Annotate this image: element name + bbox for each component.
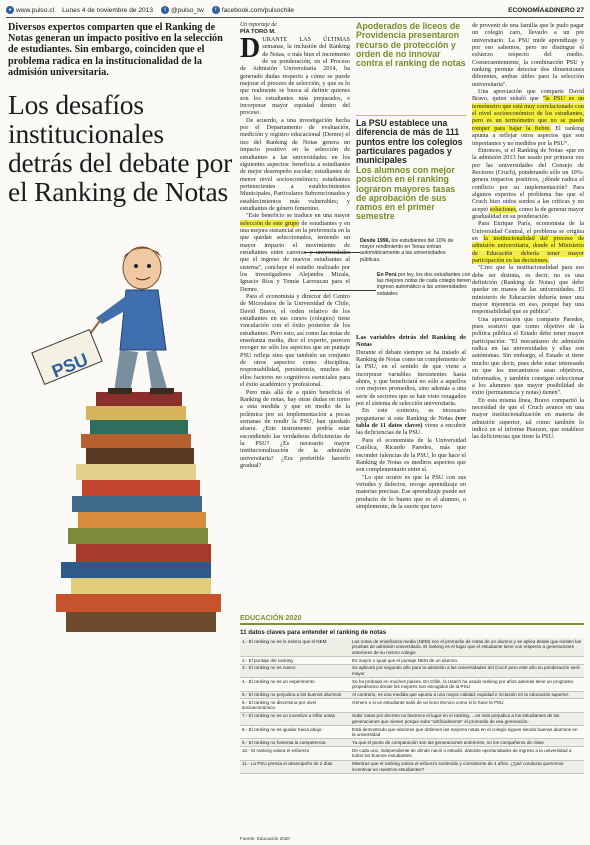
article-paragraph: "Este beneficio se traduce en una mayor selección de este grupo de estudiantes y en una mejora sustancial en la preferencia en la que quedan seleccionados, teniendo un mayor impacto el movimiento de estudiantes entre carreras y universidades que el ingreso de nuevos estudiantes al sistema", concluye el estudio realizado por los investigadores Alejandra Mizala, Ignacio Ríos y Tomás Larroucau para el Demre.: [240, 212, 350, 293]
article-paragraph: De acuerdo, a una investigación hecha por el Departamento de evaluación, medición y registro educacional (Demre) el uso del Ranking de Notas genera un impacto positivo en la selección de estudiantes a las universidades en los siguientes aspectos: beneficia a estudiantes de mejor desempeño escolar; estudiantes de menor nivel socioeconómico; estudiantes pertenecientes a establecimientos Municipales, Particulares Subvencionados y establecimientos más vulnerables; y estudiantes de género femenino.: [240, 116, 350, 212]
psu-sign: [32, 318, 102, 384]
byline-note: Un reportaje de: [240, 22, 277, 28]
table-cell-fact: Mientras que el ranking valora el esfuerzo sostenido y consistente de 4 años. ¿Qué conducta queremos incentivar en nuestros estudiantes?: [350, 760, 584, 773]
headline: Los desafíos institucionales detrás del debate por el Ranking de Notas: [8, 89, 233, 207]
highlight: selección de este grupo: [240, 219, 300, 227]
article-paragraph: DURANTE LAS ÚLTIMAS semanas, la inclusión del Ranking de Notas, o más bien el incremento de su ponderación, en el Proceso de Admisión Universitaria 2014, ha generado dudas respecto a cómo se puede mejorar el proceso de selección, y que es lo que realmente se busca al definir quienes son los estudiantes más preparados, e incorporar mayor equidad dentro del proceso.: [240, 33, 350, 117]
masthead: [6, 4, 584, 16]
article-paragraph: Para el economista de la Universidad Católica, Ricardo Paredes, más que esconder falencias de la PSU, lo que hace el Ranking de Notas es mediros aspectos que son complementario entre sí.: [356, 436, 466, 474]
article-paragraph: Durante el debate siempre se ha tratado al Ranking de Notas como un complemento de la PSU, en el sentido de que viene a incorporar variables inexistentes hasta ahora, y que beneficiará no sólo a aquellos con mejores promedios, sino además a una serie de sectores que se han visto rezagados por el sistema de selección universitaria.: [356, 348, 466, 408]
article-paragraph: Una apreciación que comparte David Bravo, quien señaló que "la PSU es un termómetro que está muy correlacionado con el nivel socioeconómico de los estudiantes, pero es un termómetro que no se puede romper para bajar la fiebre. El ranking apunta a reflejar otros aspectos que son importantes y no medidos por la PSU".: [472, 88, 585, 147]
table-cell-fact: Se aplicará por segundo año para la admisión a las universidades del Cruch pero este año su ponderación será mayor: [350, 664, 584, 677]
student-figure: [96, 247, 174, 394]
article-paragraph: Una apreciación que comparte Paredes, pues sostuvo que como objetivo de la política pública el Estado debe tener mayor participación: "El mecanismo de admisión radica en las universidades y ellas son autónomas. Sin embargo, el Estado si tiene mucho que decir, pues debe estar interesado en que los mecanismos sean objetivos, informados, y también consigan seleccionar a los alumnos que mayor posibilidad de éxito (permanencia y notas) tienen".: [472, 315, 584, 397]
table-row: [240, 739, 584, 747]
issue-date: Lunes 4 de noviembre de 2013: [62, 6, 154, 14]
table-row: [240, 760, 584, 773]
section-name: ECONOMÍA&DINERO 27: [508, 6, 584, 14]
table-row: [240, 699, 584, 712]
article-paragraph: "Lo que ocurre es que la PSU con sus virtudes y defectos, recoge aprendizaje en materias precisas. Ese aprendizaje puede ser producto de lo bueno que es el alumno, o simplemente, de la suerte que tuvo: [356, 473, 466, 510]
table-cell-claim: 7.- El ranking no es un incentivo a inflar notas: [240, 712, 350, 725]
article-paragraph: de provenir de una familia que le pudo pagar un colegio caro, llevarlo a un pre universitario. La PSU mide aprendizaje y por eso sabemos, pero no distingue el esfuerzo respecto del medio. Consecuentemente, la combinación PSU y ranking permite detectar dos dimensiones diferentes, ambas útiles para la selección universitaria".: [472, 22, 584, 88]
table-cell-claim: 10.- El ranking valora el esfuerzo: [240, 747, 350, 760]
globe-icon: ●: [6, 6, 14, 14]
table-cell-claim: 3.- El ranking no es nuevo: [240, 664, 350, 677]
article-subhead: Las variables detrás del Ranking de Notas: [356, 334, 466, 349]
callout-peru: En Perú por ley, los dos estudiantes con las mejores notas de cada colegio tienen ingreso automático a las universidades estatales: [377, 272, 472, 297]
table-cell-claim: 11.- La PSU premia el desempeño de 2 días: [240, 760, 350, 773]
table-cell-fact: Al contrario, es una medida que apunta a una mayor calidad, equidad e inclusión en la educación superior.: [350, 691, 584, 699]
table-cell-claim: 8.- El ranking no es igualar hacia abajo: [240, 726, 350, 739]
twitter-link[interactable]: t @pulso_tw: [161, 6, 204, 14]
twitter-icon: t: [161, 6, 169, 14]
table-title: 11 datos claves para entender el ranking de notas: [240, 629, 387, 636]
table-cell-claim: 1.- El ranking no es lo mismo que el NEM: [240, 638, 350, 656]
highlight: soluciones: [489, 205, 516, 213]
facebook-link[interactable]: f facebook.com/pulsochile: [212, 6, 294, 14]
article-column-2: [356, 332, 466, 510]
table-row: [240, 656, 584, 664]
table-cell-claim: 5.- El ranking no perjudica a los buenos alumnos: [240, 691, 350, 699]
table-section-label: EDUCACIÓN 2020: [240, 613, 302, 622]
table-cell-fact: Es mayor o igual que el puntaje NEM de un alumno.: [350, 656, 584, 664]
table-cell-claim: 9.- El ranking no fomenta la competencia: [240, 739, 350, 747]
table-row: [240, 747, 584, 760]
article-paragraph: En este contexto, es necesario preguntarse si este Ranking de Notas (ver tabla de 11 datos claves) viene a encubrir las deficiencias de la PSU.: [356, 407, 466, 437]
table-row: [240, 638, 584, 656]
article-paragraph: En esta misma línea, Bravo compartió la necesidad de que el Cruch avance en una mayor institucionalización en materia de admisión superior, tal como también lo indicó en el informe Pearson, que establece las deficiencias que tiene la PSU.: [472, 396, 584, 441]
table-cell-fact: Las notas de enseñanza media (NEM) son el promedio de notas de un alumno y se aplica desde que existen las pruebas de admisión universitaria. El ranking es el lugar que el estudiante tiene con respecto a generaciones anteriores de su mismo colegio: [350, 638, 584, 656]
top-rule: [6, 17, 584, 18]
table-row: [240, 664, 584, 677]
article-paragraph: Pero más allá de a quién beneficia el Ranking de notas, hay otras dudas en torno a esta medida y que en medio de la polémica por su implementación a pocas semanas de rendir la PSU, han quedado afuera. ¿Este instrumento podría estar escondiendo las verdaderas deficiencias de la PSU? ¿Es necesario mayor institucionalización de la admisión universitaria? ¿Era preferible hacerlo gradual?: [240, 388, 350, 469]
table-cell-fact: Se ha probado en muchos países. En Chile, la Usach ha usado ranking por años además tiene un programa propedéutico donde los mejores son escogidos de la PSU: [350, 678, 584, 691]
table-rule: [240, 623, 584, 625]
table-cell-fact: De cada uno, independiente de dónde nació o estudió, dándole oportunidades de ingreso a la universidad a todos los buenos estudiantes.: [350, 747, 584, 760]
callout-leader-line: [310, 290, 376, 291]
pullquote-2: La PSU establece una diferencia de más de 111 puntos entre los colegios particulares pagados y municipales: [356, 115, 466, 165]
table-reference: (ver tabla de 11 datos claves): [356, 414, 466, 430]
article-paragraph: Para el economista y director del Centro de Microdatos de la Universidad de Chile, David Bravo, el orden relativo de los estudiantes en sus cursos (colegios) tiene vinculación con el éxito posterior de los estudiantes. Pero esto, así como las notas de enseñanza media, dice el experto, parecen recoger no sólo los aspectos que un puntaje PSU refleja sino que también un conjunto de otros aspectos como disciplina, responsabilidad, persistencia, muchos de ellos factores no cognitivos esenciales para el éxito académico y profesional.: [240, 293, 350, 389]
callout-leader-line: [304, 252, 360, 253]
table-cell-claim: 2.- El puntaje del ranking: [240, 656, 350, 664]
article-paragraph: "Creo que la institucionalidad para eso debe ser distinta, es decir, no es una definición (Ranking de Notas) que debe quedar en manos de las universidades. El ministerio de Educación debería tener una mayor injerencia en eso, porque hay una responsabilidad que es pública".: [472, 264, 584, 316]
deck: Diversos expertos comparten que el Ranking de Notas generan un impacto positivo en la selección de estudiantes. Sin embargo, coinciden que el problema radica en la institucionalidad de la admisión universitaria.: [8, 22, 223, 78]
table-cell-fact: Está demostrado que alumnos que obtienen las mejores notas en el colegio siguen siendo buenos alumnos en la universidad: [350, 726, 584, 739]
table-row: [240, 691, 584, 699]
table-row: [240, 712, 584, 725]
table-cell-claim: 4.- El ranking no es un experimento: [240, 678, 350, 691]
article-paragraph: Entonces, si el Ranking de Notas -que en la admisión 2013 fue usado por primera vez por las universidades del Consejo de Rectores (Cruch), ponderando sólo un 10%- genera impactos positivos, ¿dónde radica el conflicto por su implementación? Para algunos expertos el problema fue que el Cruch hizo oídos sordos a las críticas y no aceptó soluciones, como la de generar mayor gradualidad en su ponderación.: [472, 146, 584, 220]
facebook-icon: f: [212, 6, 220, 14]
callout-texas: Desde 1996, los estudiantes del 10% de mayor rendimiento en Texas entran automáticamente a las universidades públicas.: [360, 238, 456, 263]
table-cell-claim: 6.- El ranking no discrimina por nivel socioeconómico: [240, 699, 350, 712]
table-cell-fact: Ya que el punto de comparación son las generaciones anteriores, no los compañeros de clase: [350, 739, 584, 747]
psu-sign-label: PSU: [49, 349, 91, 382]
pullquote-1: Apoderados de liceos de Providencia presentaron recurso de protección y orden de no innovar contra el ranking de notas: [356, 21, 466, 69]
table-source: Fuente: Educación 2020: [240, 836, 290, 841]
page-number: 27: [576, 6, 584, 14]
table-cell-fact: Subir notas por decreto no favorece el lugar en el ranking, ...es más perjudica a los estudiantes de las generaciones que vienen porque sube "artificialmente" el promedio de esa generación.: [350, 712, 584, 725]
site-link[interactable]: ● www.pulso.cl: [6, 6, 54, 14]
highlight: la institucionalidad del proceso de admisión universitaria, donde el Ministerio de Educación debería tener mayor participación en las decisiones.: [472, 234, 584, 264]
table-cell-fact: Género o si un estudiante salió de un liceo técnico como si lo hace la PSU.: [350, 699, 584, 712]
table-row: [240, 726, 584, 739]
book-stack: [56, 392, 221, 632]
table-row: [240, 678, 584, 691]
pullquote-3: Los alumnos con mejor posición en el ranking lograron mayores tasas de aprobación de sus ramos en el primer semestre: [356, 165, 456, 222]
highlight: "la PSU es un termómetro que está muy correlacionado con el nivel socioeconómico de los estudiantes, pero es un termómetro que no se puede romper para bajar la fiebre.: [472, 95, 585, 132]
key-facts-table: [240, 638, 584, 774]
article-paragraph: Para Enrique París, economista de la Universidad Central, el problema se origina en la institucionalidad del proceso de admisión universitaria, donde el Ministerio de Educación debería tener mayor participación en las decisiones.: [472, 220, 584, 264]
illustration-student-on-books: [6, 222, 238, 642]
drop-cap: D: [240, 33, 261, 64]
article-column-3: [472, 22, 584, 441]
byline-author: PÍA TORO M.: [240, 29, 276, 35]
